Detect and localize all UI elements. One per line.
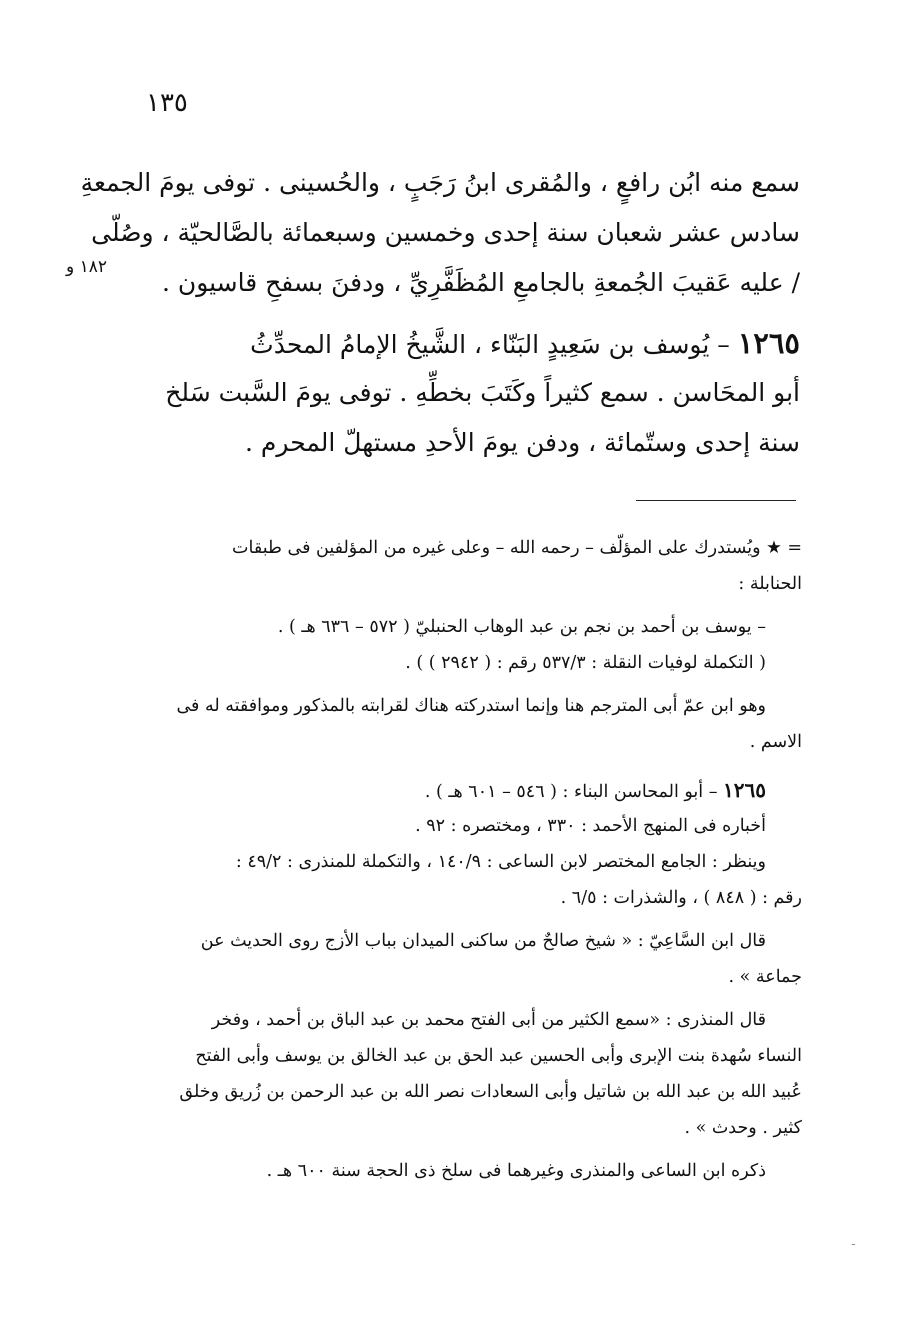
footnote-cousin <box>130 688 802 760</box>
footnote-entry-number: ١٢٦٥ <box>723 778 766 802</box>
main-text-line: سنة إحدى وستّمائة ، ودفن يومَ الأحدِ مستهلّ المحرم . <box>245 428 800 457</box>
footnote-line: أخباره فى المنهج الأحمد : ٣٣٠ ، ومختصره : ٩٢ . <box>415 816 766 836</box>
entry-number: ١٢٦٥ <box>737 326 800 360</box>
footnote-saai-quote <box>130 923 802 995</box>
footnote-separator <box>636 500 796 501</box>
scan-speck <box>852 1244 855 1245</box>
footnote-line: قال المنذرى : «سمع الكثير من أبى الفتح محمد بن عبد الباق بن أحمد ، وفخر <box>211 1010 766 1030</box>
page-number: ١٣٥ <box>146 88 188 118</box>
footnote-line: = ★ ويُستدرك على المؤلّف – رحمه الله – وعلى غيره من المؤلفين فى طبقات <box>232 538 802 558</box>
main-text-line: سادس عشر شعبان سنة إحدى وخمسين وسبعمائة بالصَّالحيّة ، وصُلّى <box>91 218 800 247</box>
folio-margin-note: ١٨٢ و <box>66 257 108 277</box>
footnote-line: عُبيد الله بن عبد الله بن شاتيل وأبى السعادات نصر الله بن عبد الرحمن بن زُريق وخلق <box>179 1082 802 1102</box>
main-text-line: سمع منه ابُن رافعٍ ، والمُقرى ابنُ رَجَبٍ ، والحُسينى . توفى يومَ الجمعةِ <box>80 168 800 197</box>
footnote-line: ( التكملة لوفيات النقلة : ٥٣٧/٣ رقم : ( ٢٩٤٢ ) ) . <box>405 653 766 673</box>
footnote-line: قال ابن السَّاعِيّ : « شيخ صالحٌ من ساكنى الميدان بباب الأزج روى الحديث عن <box>200 931 766 951</box>
footnote-entry-title: – أبو المحاسن البناء : ( ٥٤٦ – ٦٠١ هـ ) . <box>424 782 724 802</box>
footnote-line: ذكره ابن الساعى والمنذرى وغيرهما فى سلخ ذى الحجة سنة ٦٠٠ هـ . <box>266 1161 766 1181</box>
footnote-line: الحنابلة : <box>738 574 802 594</box>
footnote-line <box>130 772 802 808</box>
footnotes <box>130 530 802 1189</box>
footnote-line: الاسم . <box>749 732 802 752</box>
footnote-line: وينظر : الجامع المختصر لابن الساعى : ١٤٠/٩ ، والتكملة للمنذرى : ٤٩/٢ : <box>235 852 766 872</box>
footnote-line: – يوسف بن أحمد بن نجم بن عبد الوهاب الحنبليّ ( ٥٧٢ – ٦٣٦ هـ ) . <box>277 617 766 637</box>
footnote-line: رقم : ( ٨٤٨ ) ، والشذرات : ٦/٥ . <box>560 888 802 908</box>
footnote-death-note <box>130 1153 802 1189</box>
entry-heading-text: – يُوسف بن سَعِيدٍ البَنّاء ، الشَّيخُ الإمامُ المحدِّثُ <box>250 330 738 359</box>
footnote-mundhiri-quote <box>130 1002 802 1146</box>
main-text-line: / عليه عَقيبَ الجُمعةِ بالجامعِ المُظَفَّرِيِّ ، ودفنَ بسفحِ قاسيون . <box>161 268 800 297</box>
footnote-entry-1265 <box>130 772 802 916</box>
main-text-line <box>130 318 800 368</box>
footnote-line: وهو ابن عمّ أبى المترجم هنا وإنما استدركته هناك لقرابته بالمذكور وموافقته له فى <box>176 696 766 716</box>
footnote-star <box>130 530 802 602</box>
footnote-line: النساء سُهدة بنت الإبرى وأبى الحسين عبد الحق بن عبد الخالق بن يوسف وأبى الفتح <box>195 1046 802 1066</box>
footnote-line: كثير . وحدث » . <box>684 1118 802 1138</box>
footnote-yusuf-entry <box>130 609 802 681</box>
footnote-line: جماعة » . <box>728 967 802 987</box>
main-paragraph-2 <box>130 318 800 468</box>
main-text-line: أبو المحَاسن . سمع كثيراً وكَتَبَ بخطِّهِ . توفى يومَ السَّبت سَلخ <box>165 378 800 407</box>
